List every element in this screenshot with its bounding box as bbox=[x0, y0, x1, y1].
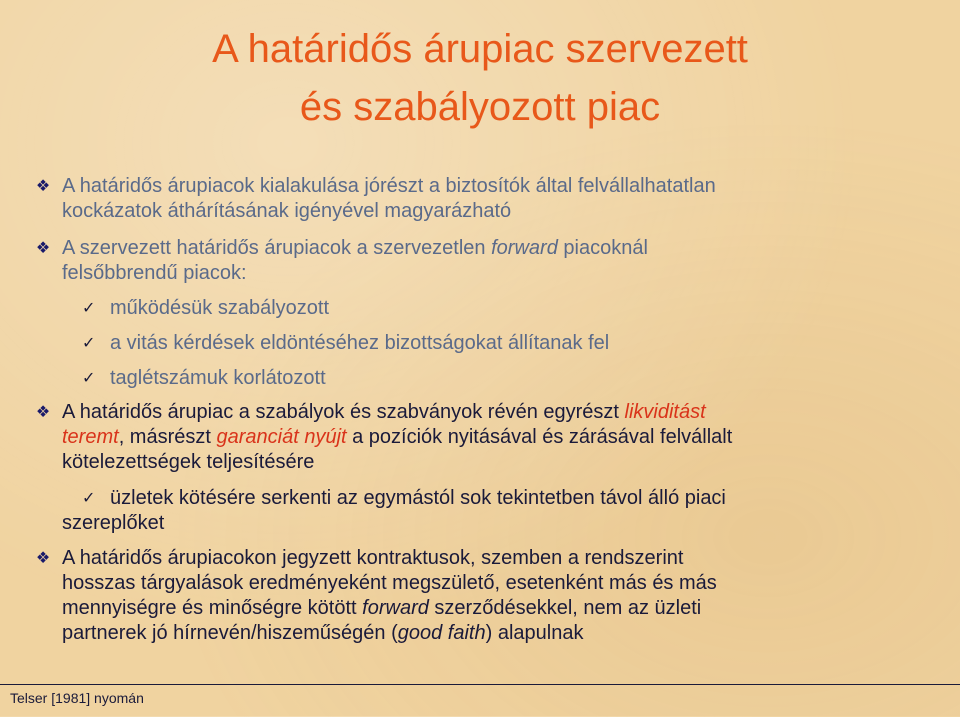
bullet-4-line-2: teremt, másrészt garanciát nyújt a pozíciók nyitásával és zárásával felvállalt bbox=[62, 426, 733, 448]
subbullet-1: működésük szabályozott bbox=[110, 297, 330, 319]
diamond-bullet-icon: ❖ bbox=[35, 404, 51, 421]
bullet-1-line-2: kockázatok áthárításának igényével magyarázható bbox=[62, 200, 512, 222]
checkmark-icon: ✓ bbox=[82, 490, 96, 507]
bullet-6-line-1: A határidős árupiacokon jegyzett kontraktusok, szemben a rendszerint bbox=[62, 547, 684, 569]
subbullet-4-line-1: üzletek kötésére serkenti az egymástól sok tekintetben távol álló piaci bbox=[110, 487, 726, 509]
slide-title bbox=[0, 20, 960, 136]
subbullet-2: a vitás kérdések eldöntéséhez bizottságokat állítanak fel bbox=[110, 332, 610, 354]
subbullet-3: taglétszámuk korlátozott bbox=[110, 367, 326, 389]
checkmark-icon: ✓ bbox=[82, 370, 96, 387]
checkmark-icon: ✓ bbox=[82, 300, 96, 317]
bullet-2-line-1: A szervezett határidős árupiacok a szervezetlen forward piacoknál bbox=[62, 237, 648, 259]
bullet-6-line-4: partnerek jó hírnevén/hiszeműségén (good faith) alapulnak bbox=[62, 622, 584, 644]
source-footer: Telser [1981] nyomán bbox=[10, 690, 144, 706]
bullet-6-line-2: hosszas tárgyalások eredményeként megszülető, esetenként más és más bbox=[62, 572, 717, 594]
title-line-1: A határidős árupiac szervezett bbox=[212, 27, 748, 71]
bullet-1 bbox=[62, 174, 716, 224]
diamond-bullet-icon: ❖ bbox=[35, 550, 51, 567]
bullet-2 bbox=[62, 236, 648, 286]
checkmark-icon: ✓ bbox=[82, 335, 96, 352]
bullet-6-line-3: mennyiségre és minőségre kötött forward szerződésekkel, nem az üzleti bbox=[62, 597, 702, 619]
diamond-bullet-icon: ❖ bbox=[35, 240, 51, 257]
bullet-2-line-2: felsőbbrendű piacok: bbox=[62, 262, 247, 284]
bullet-4 bbox=[62, 400, 732, 475]
subbullet-4 bbox=[110, 486, 726, 511]
bullet-1-line-1: A határidős árupiacok kialakulása jórészt a biztosítók által felvállalhatatlan bbox=[62, 175, 716, 197]
bullet-6 bbox=[62, 546, 717, 646]
bullet-4-line-1: A határidős árupiac a szabályok és szabványok révén egyrészt likviditást bbox=[62, 401, 706, 423]
subbullet-4-line-2: szereplőket bbox=[62, 512, 165, 534]
title-line-2: és szabályozott piac bbox=[299, 85, 661, 129]
footer-divider bbox=[0, 684, 960, 717]
diamond-bullet-icon: ❖ bbox=[35, 178, 51, 195]
bullet-4-line-3: kötelezettségek teljesítésére bbox=[62, 451, 315, 473]
